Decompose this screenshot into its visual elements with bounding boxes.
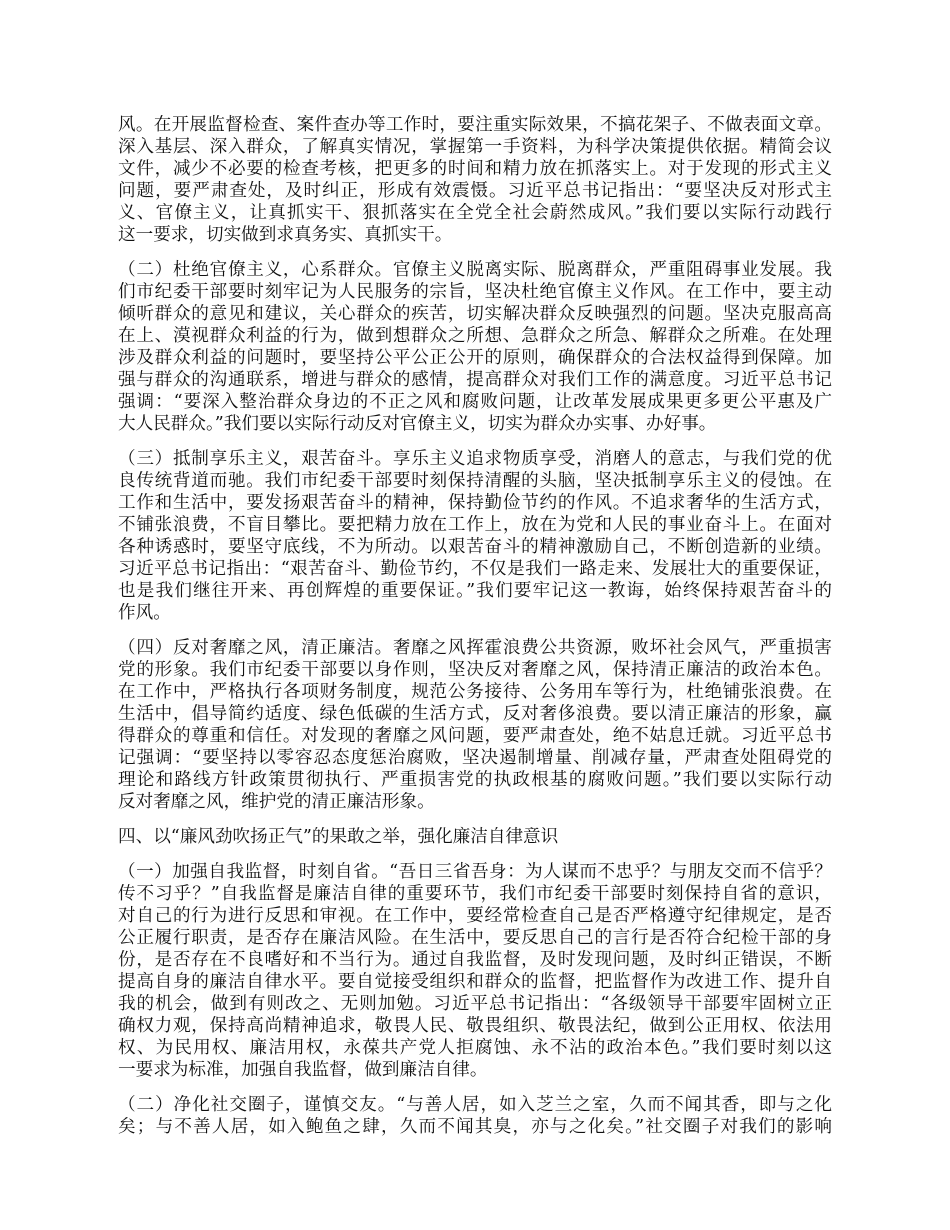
text-line: 涉及群众利益的问题时，要坚持公平公正公开的原则，确保群众的合法权益得到保障。加 — [118, 348, 832, 368]
document-page — [118, 114, 832, 1151]
text-line: 也是我们继往开来、再创辉煌的重要保证。”我们要牢记这一教诲，始终保持艰苦奋斗的 — [118, 581, 832, 601]
text-line: 作风。 — [118, 603, 171, 623]
text-line: 确权力观，保持高尚精神追求，敬畏人民、敬畏组织、敬畏法纪，做到公正用权、依法用 — [118, 1016, 832, 1036]
paragraph — [118, 861, 832, 1081]
text-line: 深入基层、深入群众，了解真实情况，掌握第一手资料，为科学决策提供依据。精简会议 — [118, 137, 832, 157]
text-line: （三）抵制享乐主义，艰苦奋斗。享乐主义追求物质享受，消磨人的意志，与我们党的优 — [118, 449, 832, 469]
text-line: 义、官僚主义，让真抓实干、狠抓落实在全党全社会蔚然成风。”我们要以实际行动践行 — [118, 203, 832, 223]
section-heading — [118, 826, 832, 848]
text-line: （二）净化社交圈子，谨慎交友。“与善人居，如入芝兰之室，久而不闻其香，即与之化 — [118, 1095, 832, 1115]
text-line: （四）反对奢靡之风，清正廉洁。奢靡之风挥霍浪费公共资源，败坏社会风气，严重损害 — [118, 638, 832, 658]
text-line: 问题，要严肃查处，及时纠正，形成有效震慑。习近平总书记指出：“要坚决反对形式主 — [118, 181, 832, 201]
text-line: （二）杜绝官僚主义，心系群众。官僚主义脱离实际、脱离群众，严重阻碍事业发展。我 — [118, 260, 832, 280]
text-line: 倾听群众的意见和建议，关心群众的疾苦，切实解决群众反映强烈的问题。坚决克服高高 — [118, 304, 832, 324]
text-line: 不铺张浪费，不盲目攀比。要把精力放在工作上，放在为党和人民的事业奋斗上。在面对 — [118, 515, 832, 535]
paragraph — [118, 1094, 832, 1138]
text-line: 风。在开展监督检查、案件查办等工作时，要注重实际效果，不搞花架子、不做表面文章。 — [118, 115, 832, 135]
paragraph — [118, 259, 832, 435]
text-line: 得群众的尊重和信任。对发现的奢靡之风问题，要严肃查处，绝不姑息迁就。习近平总书 — [118, 726, 832, 746]
text-line: 习近平总书记指出：“艰苦奋斗、勤俭节约，不仅是我们一路走来、发展壮大的重要保证， — [118, 559, 832, 579]
text-line: 一要求为标准，加强自我监督，做到廉洁自律。 — [118, 1060, 488, 1080]
text-line: 在上、漠视群众利益的行为，做到想群众之所想、急群众之所急、解群众之所难。在处理 — [118, 326, 832, 346]
text-line: 份，是否存在不良嗜好和不当行为。通过自我监督，及时发现问题，及时纠正错误，不断 — [118, 950, 832, 970]
paragraph — [118, 114, 832, 246]
text-line: 权、为民用权、廉洁用权，永葆共产党人拒腐蚀、永不沾的政治本色。”我们要时刻以这 — [118, 1038, 832, 1058]
text-line: 提高自身的廉洁自律水平。要自觉接受组织和群众的监督，把监督作为改进工作、提升自 — [118, 972, 832, 992]
text-line: 生活中，倡导简约适度、绿色低碳的生活方式，反对奢侈浪费。要以清正廉洁的形象，赢 — [118, 704, 832, 724]
paragraph — [118, 448, 832, 624]
text-line: 良传统背道而驰。我们市纪委干部要时刻保持清醒的头脑，坚决抵制享乐主义的侵蚀。在 — [118, 471, 832, 491]
text-line: 传不习乎？”自我监督是廉洁自律的重要环节，我们市纪委干部要时刻保持自省的意识， — [118, 884, 832, 904]
text-line: 文件，减少不必要的检查考核，把更多的时间和精力放在抓落实上。对于发现的形式主义 — [118, 159, 832, 179]
text-line: 记强调：“要坚持以零容忍态度惩治腐败，坚决遏制增量、削减存量，严肃查处阻碍党的 — [118, 748, 832, 768]
text-line: 强与群众的沟通联系，增进与群众的感情，提高群众对我们工作的满意度。习近平总书记 — [118, 370, 832, 390]
text-line: 这一要求，切实做到求真务实、真抓实干。 — [118, 225, 453, 245]
text-line: 我的机会，做到有则改之、无则加勉。习近平总书记指出：“各级领导干部要牢固树立正 — [118, 994, 832, 1014]
text-line: 党的形象。我们市纪委干部要以身作则，坚决反对奢靡之风，保持清正廉洁的政治本色。 — [118, 660, 832, 680]
paragraph — [118, 637, 832, 813]
text-line: 们市纪委干部要时刻牢记为人民服务的宗旨，坚决杜绝官僚主义作风。在工作中，要主动 — [118, 282, 832, 302]
text-line: 各种诱惑时，要坚守底线，不为所动。以艰苦奋斗的精神激励自己，不断创造新的业绩。 — [118, 537, 832, 557]
text-line: 理论和路线方针政策贯彻执行、严重损害党的执政根基的腐败问题。”我们要以实际行动 — [118, 770, 832, 790]
text-line: 工作和生活中，要发扬艰苦奋斗的精神，保持勤俭节约的作风。不追求奢华的生活方式， — [118, 493, 832, 513]
text-line: 对自己的行为进行反思和审视。在工作中，要经常检查自己是否严格遵守纪律规定，是否 — [118, 906, 832, 926]
text-line: （一）加强自我监督，时刻自省。“吾日三省吾身：为人谋而不忠乎？与朋友交而不信乎？ — [118, 862, 832, 882]
text-line: 公正履行职责，是否存在廉洁风险。在生活中，要反思自己的言行是否符合纪检干部的身 — [118, 928, 832, 948]
text-line: 四、以“廉风劲吹扬正气”的果敢之举，强化廉洁自律意识 — [118, 827, 559, 847]
text-line: 强调：“要深入整治群众身边的不正之风和腐败问题，让改革发展成果更多更公平惠及广 — [118, 392, 832, 412]
text-line: 在工作中，严格执行各项财务制度，规范公务接待、公务用车等行为，杜绝铺张浪费。在 — [118, 682, 832, 702]
text-line: 反对奢靡之风，维护党的清正廉洁形象。 — [118, 792, 435, 812]
text-line: 矣；与不善人居，如入鲍鱼之肆，久而不闻其臭，亦与之化矣。”社交圈子对我们的影响 — [118, 1117, 832, 1137]
text-line: 大人民群众。”我们要以实际行动反对官僚主义，切实为群众办实事、办好事。 — [118, 414, 717, 434]
